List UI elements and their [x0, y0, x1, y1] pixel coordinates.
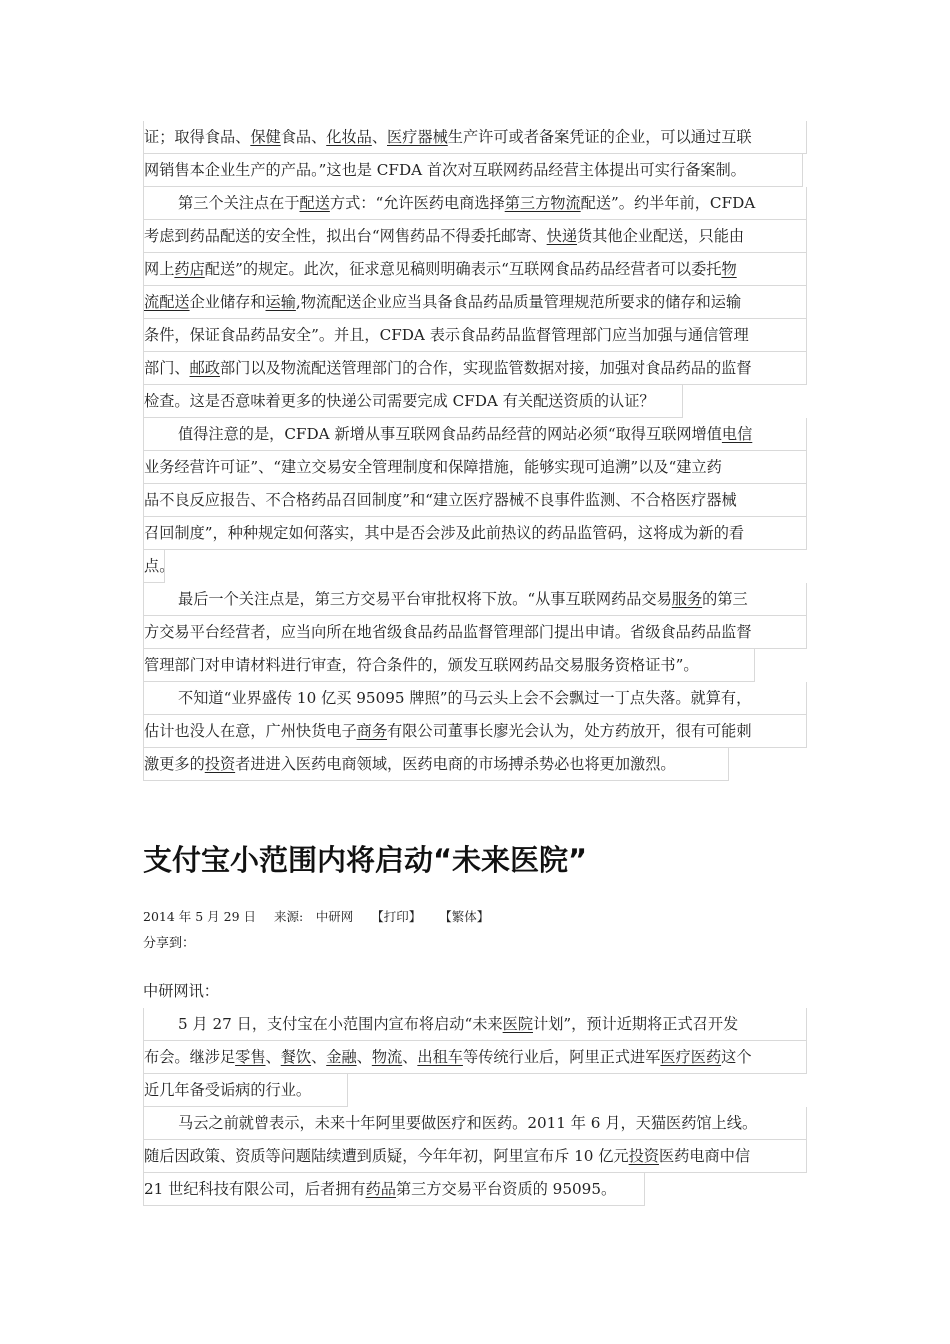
body-text: 生产许可或者备案凭证的企业，可以通过互联 [447, 128, 752, 146]
article-lead: 中研网讯： [143, 982, 219, 1000]
article1-line [143, 451, 807, 484]
keyword-link[interactable]: 医疗器械 [387, 128, 448, 146]
body-text: 者进进入医药电商领域，医药电商的市场搏杀势必也将更加激烈。 [235, 755, 676, 773]
keyword-link[interactable]: 物流 [371, 1048, 403, 1066]
article1-line [143, 418, 807, 451]
article1-line [143, 319, 807, 352]
body-text: 、 [265, 1048, 281, 1066]
article2-line [143, 1074, 348, 1107]
keyword-link[interactable]: 金融 [326, 1048, 357, 1066]
keyword-link[interactable]: 化妆品 [326, 128, 372, 146]
body-text: 有限公司董事长廖光会认为，处方药放开，很有可能刺 [387, 722, 752, 740]
keyword-link[interactable]: 投资 [204, 755, 236, 773]
article1-line [143, 220, 807, 253]
body-text: 方式：“允许医药电商选择 [329, 194, 505, 212]
article1-line [143, 616, 807, 649]
body-text: 近几年备受诟病的行业。 [144, 1081, 312, 1099]
body-text: 随后因政策、资质等问题陆续遭到质疑，今年年初，阿里宣布斥 10 亿元 [144, 1147, 629, 1165]
body-text: 估计也没人在意，广州快货电子 [144, 722, 357, 740]
body-text: 配送”的规定。此次，征求意见稿则明确表示“互联网食品药品经营者可以委托 [204, 260, 722, 278]
body-text: 业务经营许可证”、“建立交易安全管理制度和保障措施，能够实现可追溯”以及“建立药 [144, 458, 722, 476]
keyword-link[interactable]: 出租车 [417, 1048, 463, 1066]
article1-line [143, 583, 807, 616]
article2-line [143, 1041, 807, 1074]
keyword-link[interactable]: 配送 [299, 194, 330, 212]
article1-line [143, 517, 807, 550]
keyword-link[interactable]: 运输 [265, 293, 296, 311]
body-text: 、 [356, 1048, 372, 1066]
body-text: 第三方交易平台资质的 95095。 [395, 1180, 617, 1198]
body-text: 第三个关注点在于 [178, 194, 300, 212]
body-text: 的第三 [702, 590, 748, 608]
article-body [143, 1008, 807, 1206]
body-text: 、 [311, 1048, 327, 1066]
body-text: 货其他企业配送，只能由 [577, 227, 745, 245]
keyword-link[interactable]: 零售 [235, 1048, 266, 1066]
keyword-link[interactable]: 流配送 [144, 293, 190, 311]
traditional-chinese-link[interactable]: 【繁体】 [439, 909, 490, 924]
body-text: 召回制度”，种种规定如何落实，其中是否会涉及此前热议的药品监管码，这将成为新的看 [144, 524, 745, 542]
article-source: 来源: 中研网 [274, 909, 354, 924]
keyword-link[interactable]: 第三方物流 [504, 194, 581, 212]
article2-line [143, 1173, 645, 1206]
body-text: 布会。继涉足 [144, 1048, 236, 1066]
body-text: 医药电商中信 [658, 1147, 751, 1165]
keyword-link[interactable]: 快递 [546, 227, 578, 245]
body-text: 、 [371, 128, 387, 146]
article1-line [143, 187, 807, 220]
body-text: 这个 [721, 1048, 752, 1066]
article1-line [143, 352, 807, 385]
body-text: 网销售本企业生产的产品。”这也是 CFDA 首次对互联网药品经营主体提出可实行备案制。 [144, 161, 746, 179]
body-text: 计划”，预计近期将正式召开发 [533, 1015, 739, 1033]
article1-line [143, 385, 683, 418]
body-text: 激更多的 [144, 755, 205, 773]
body-text: 部门、 [144, 359, 190, 377]
article-body-continued [143, 121, 807, 781]
body-text: 证；取得食品、 [144, 128, 251, 146]
body-text: 最后一个关注点是，第三方交易平台审批权将下放。“从事互联网药品交易 [178, 590, 672, 608]
share-to-label: 分享到： [143, 936, 196, 951]
article1-line [143, 484, 807, 517]
body-text: 食品、 [280, 128, 327, 146]
body-text: 5 月 27 日，支付宝在小范围内宣布将启动“未来 [178, 1015, 503, 1033]
keyword-link[interactable]: 餐饮 [280, 1048, 312, 1066]
article2-line [143, 1140, 807, 1173]
body-text: 检查。这是否意味着更多的快递公司需要完成 CFDA 有关配送资质的认证？ [144, 392, 655, 410]
print-link[interactable]: 【打印】 [371, 909, 422, 924]
article2-line [143, 1008, 807, 1041]
article1-line [143, 121, 807, 154]
body-text: 部门以及物流配送管理部门的合作，实现监管数据对接，加强对食品药品的监督 [219, 359, 752, 377]
body-text: 配送”。约半年前，CFDA [580, 194, 756, 212]
body-text: 马云之前就曾表示，未来十年阿里要做医疗和医药。2011 年 6 月，天猫医药馆上线。 [178, 1114, 758, 1132]
keyword-link[interactable]: 医疗医药 [660, 1048, 722, 1066]
keyword-link[interactable]: 保健 [250, 128, 281, 146]
body-text: 企业储存和 [189, 293, 266, 311]
body-text: 品不良反应报告、不合格药品召回制度”和“建立医疗器械不良事件监测、不合格医疗器械 [144, 491, 737, 509]
body-text: 21 世纪科技有限公司，后者拥有 [144, 1180, 366, 1198]
body-text: 不知道“业界盛传 10 亿买 95095 牌照”的马云头上会不会飘过一丁点失落。就算有， [178, 689, 752, 707]
body-text: 管理部门对申请材料进行审查，符合条件的，颁发互联网药品交易服务资格证书”。 [144, 656, 699, 674]
article1-line [143, 748, 729, 781]
body-text: 值得注意的是，CFDA 新增从事互联网食品药品经营的网站必须“取得互联网增值 [178, 425, 722, 443]
body-text: 、 [402, 1048, 418, 1066]
body-text: 点。 [144, 557, 175, 575]
article1-line [143, 154, 803, 187]
article2-line [143, 1107, 807, 1140]
article-meta [143, 907, 503, 925]
article1-line [143, 286, 807, 319]
keyword-link[interactable]: 服务 [671, 590, 703, 608]
body-text: 考虑到药品配送的安全性，拟出台“网售药品不得委托邮寄、 [144, 227, 547, 245]
article1-line [143, 253, 807, 286]
article1-line [143, 715, 807, 748]
keyword-link[interactable]: 药品 [365, 1180, 396, 1198]
body-text: 条件，保证食品药品安全”。并且，CFDA 表示食品药品监督管理部门应当加强与通信管理 [144, 326, 749, 344]
publish-date: 2014 年 5 月 29 日 [143, 909, 257, 924]
body-text: 网上 [144, 260, 175, 278]
body-text: ,物流配送企业应当具备食品药品质量管理规范所要求的储存和运输 [295, 293, 742, 311]
keyword-link[interactable]: 药店 [174, 260, 205, 278]
article1-line [143, 550, 175, 583]
body-text: 等传统行业后，阿里正式进军 [462, 1048, 661, 1066]
keyword-link[interactable]: 投资 [628, 1147, 659, 1165]
keyword-link[interactable]: 电信 [721, 425, 753, 443]
keyword-link[interactable]: 商务 [356, 722, 387, 740]
keyword-link[interactable]: 邮政 [189, 359, 220, 377]
body-text: 方交易平台经营者，应当向所在地省级食品药品监督管理部门提出申请。省级食品药品监督 [144, 623, 752, 641]
article1-line [143, 682, 807, 715]
article1-line [143, 649, 755, 682]
keyword-link[interactable]: 医院 [502, 1015, 533, 1033]
keyword-link[interactable]: 物 [721, 260, 737, 278]
article-title: 支付宝小范围内将启动“未来医院” [143, 843, 588, 877]
